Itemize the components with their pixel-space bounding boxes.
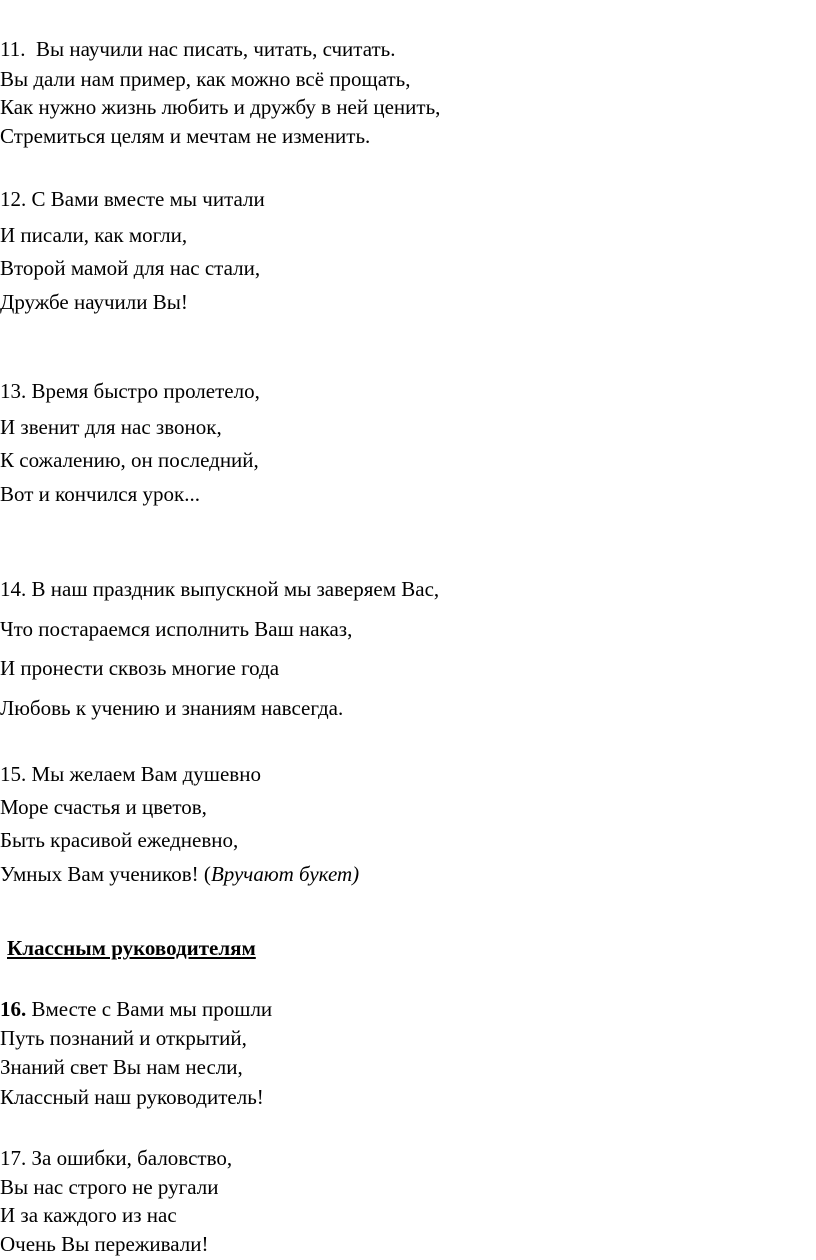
- stanza-13-line-1: 13. Время быстро пролетело,: [0, 379, 260, 403]
- stanza-11-line-1: 11. Вы научили нас писать, читать, считать.: [0, 37, 396, 61]
- stanza-17-line-2: Вы нас строго не ругали: [0, 1175, 219, 1199]
- stanza-15-line-2: Море счастья и цветов,: [0, 795, 207, 819]
- stanza-11-line-2: Вы дали нам пример, как можно всё прощать,: [0, 67, 411, 91]
- stanza-16-number: 16.: [0, 997, 27, 1021]
- stanza-16-line-3: Знаний свет Вы нам несли,: [0, 1055, 243, 1079]
- stanza-13-line-2: И звенит для нас звонок,: [0, 415, 222, 439]
- stanza-14-line-3: И пронести сквозь многие года: [0, 656, 280, 680]
- section-heading: Классным руководителям: [7, 936, 256, 960]
- stanza-11-line-3: Как нужно жизнь любить и дружбу в ней ценить,: [0, 95, 441, 119]
- stanza-14-line-2: Что постараемся исполнить Ваш наказ,: [0, 617, 353, 641]
- stanza-12-line-1: 12. С Вами вместе мы читали: [0, 187, 265, 211]
- stanza-12-line-2: И писали, как могли,: [0, 223, 188, 247]
- stanza-11-line-4: Стремиться целям и мечтам не изменить.: [0, 124, 371, 148]
- stanza-16-line-1: [0, 999, 272, 1020]
- stanza-12-line-4: Дружбе научили Вы!: [0, 290, 188, 314]
- stanza-15-line-3: Быть красивой ежедневно,: [0, 828, 239, 852]
- stanza-15-line-1: 15. Мы желаем Вам душевно: [0, 762, 261, 786]
- stanza-13-line-4: Вот и кончился урок...: [0, 482, 200, 506]
- stanza-15-line-4-text: Умных Вам учеников! (: [0, 862, 211, 886]
- stanza-12-line-3: Второй мамой для нас стали,: [0, 256, 261, 280]
- stage-direction: Вручают букет): [210, 862, 360, 886]
- stanza-14-line-1: 14. В наш праздник выпускной мы заверяем Вас,: [0, 577, 440, 601]
- stanza-17-line-1: 17. За ошибки, баловство,: [0, 1146, 233, 1170]
- stanza-13-line-3: К сожалению, он последний,: [0, 448, 259, 472]
- stanza-17-line-4: Очень Вы переживали!: [0, 1232, 209, 1256]
- stanza-16-line-1-text: Вместе с Вами мы прошли: [26, 997, 273, 1021]
- stanza-16-line-2: Путь познаний и открытий,: [0, 1026, 247, 1050]
- stanza-17-line-3: И за каждого из нас: [0, 1203, 177, 1227]
- stanza-14-line-4: Любовь к учению и знаниям навсегда.: [0, 696, 344, 720]
- stanza-16-line-4: Классный наш руководитель!: [0, 1085, 264, 1109]
- stanza-15-line-4: [0, 864, 359, 885]
